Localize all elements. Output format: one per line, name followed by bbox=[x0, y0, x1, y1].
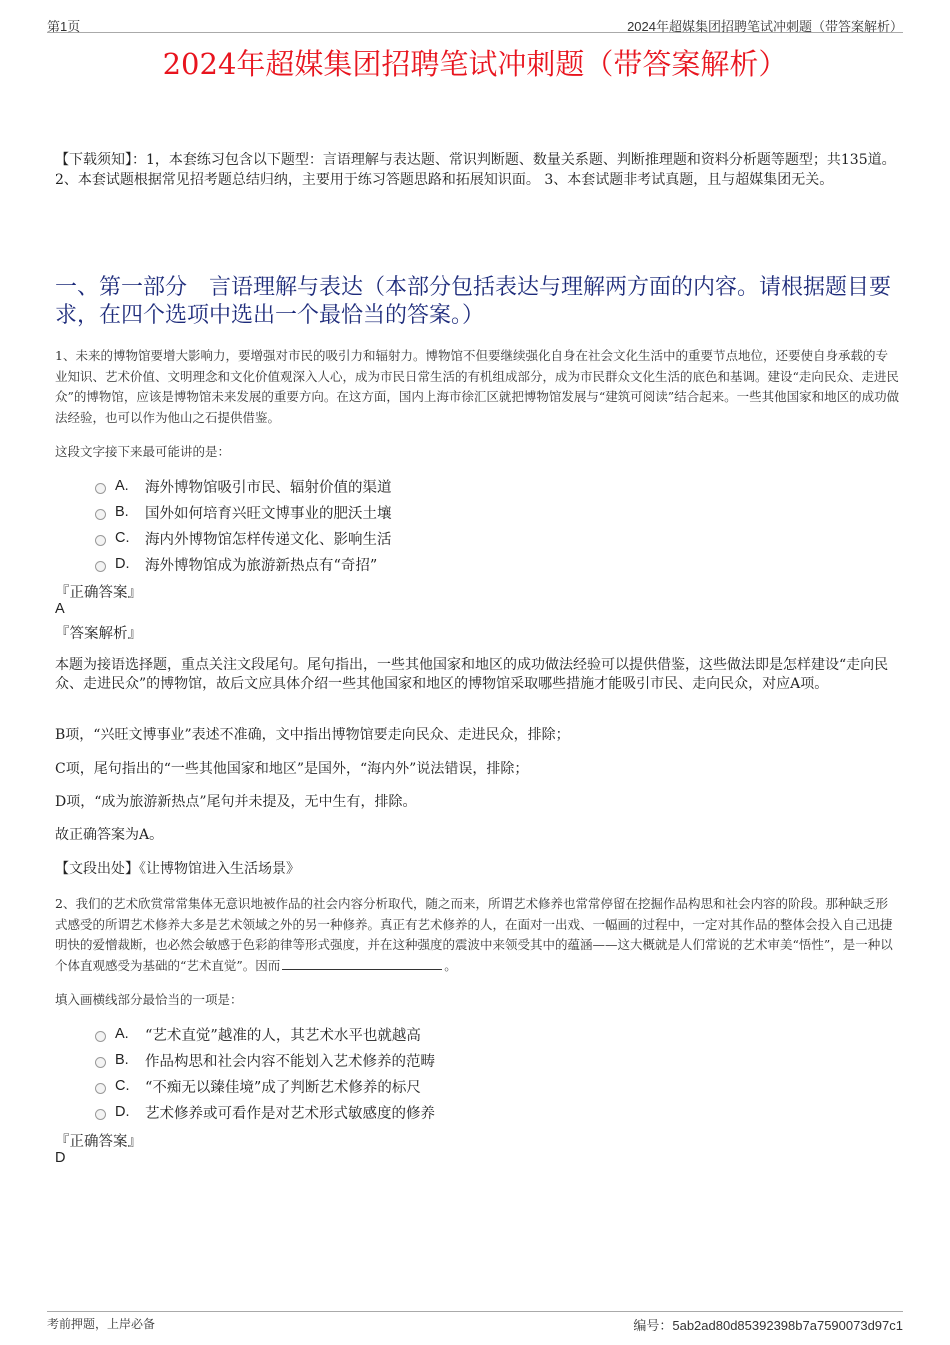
question-1-prompt: 这段文字接下来最可能讲的是： bbox=[55, 444, 231, 459]
option-c[interactable]: C. “不痴无以臻佳境”成了判断艺术修养的标尺 bbox=[95, 1073, 435, 1099]
radio-button[interactable] bbox=[95, 509, 106, 520]
page-number: 第1页 bbox=[47, 19, 81, 34]
analysis-label: 『答案解析』 bbox=[55, 626, 142, 642]
option-c[interactable]: C. 海内外博物馆怎样传递文化、影响生活 bbox=[95, 525, 392, 551]
analysis-conclusion: 故正确答案为A。 bbox=[55, 827, 164, 843]
analysis-paragraph: B项，“兴旺文博事业”表述不准确，文中指出博物馆要走向民众、走进民众，排除； bbox=[55, 727, 570, 743]
header-title: 2024年超媒集团招聘笔试冲刺题（带答案解析） bbox=[627, 19, 903, 34]
analysis-paragraph: D项，“成为旅游新热点”尾句并未提及，无中生有，排除。 bbox=[55, 794, 417, 810]
fill-blank bbox=[282, 969, 442, 970]
option-a[interactable]: A. 海外博物馆吸引市民、辐射价值的渠道 bbox=[95, 473, 392, 499]
download-notice: 【下载须知】：1，本套练习包含以下题型：言语理解与表达题、常识判断题、数量关系题、判断推理题和资料分析题等题型；共135道。 2、本套试题根据常见招考题总结归纳，主要用于练习答题思路和拓展知识面。 3、本套试题非考试真题，且与超媒集团无关。 bbox=[55, 152, 896, 188]
option-b[interactable]: B. 作品构思和社会内容不能划入艺术修养的范畴 bbox=[95, 1047, 435, 1073]
option-b[interactable]: B. 国外如何培育兴旺文博事业的肥沃土壤 bbox=[95, 499, 392, 525]
option-d[interactable]: D. 艺术修养或可看作是对艺术形式敏感度的修养 bbox=[95, 1099, 435, 1125]
radio-button[interactable] bbox=[95, 1109, 106, 1120]
question-2-prompt: 填入画横线部分最恰当的一项是： bbox=[55, 992, 243, 1007]
correct-answer: A bbox=[55, 601, 65, 617]
radio-button[interactable] bbox=[95, 535, 106, 546]
footer-slogan: 考前押题，上岸必备 bbox=[47, 1317, 156, 1331]
answer-label: 『正确答案』 bbox=[55, 1134, 142, 1150]
option-d[interactable]: D. 海外博物馆成为旅游新热点有“奇招” bbox=[95, 551, 392, 577]
correct-answer: D bbox=[55, 1150, 66, 1166]
radio-button[interactable] bbox=[95, 1083, 106, 1094]
question-2-options bbox=[95, 1021, 435, 1125]
page-footer bbox=[47, 1311, 903, 1332]
radio-button[interactable] bbox=[95, 483, 106, 494]
source-citation: 【文段出处】《让博物馆进入生活场景》 bbox=[55, 861, 300, 877]
option-a[interactable]: A. “艺术直觉”越准的人，其艺术水平也就越高 bbox=[95, 1021, 435, 1047]
question-1-options bbox=[95, 473, 392, 577]
page-header bbox=[47, 14, 903, 33]
section-heading: 一、第一部分 言语理解与表达（本部分包括表达与理解两方面的内容。请根据题目要求，在四个选项中选出一个最恰当的答案。） bbox=[55, 275, 892, 328]
question-2-stem: 2、我们的艺术欣赏常常集体无意识地被作品的社会内容分析取代，随之而来，所谓艺术修养也常常停留在挖掘作品构思和社会内容的阶段。那种缺乏形式感受的所谓艺术修养大多是艺术领域之外的另一种修养。真正有艺术修养的人，在面对一出戏、一幅画的过程中，一定对其作品的整体会投入自己迅捷明快的爱憎裁断，也必然会敏感于色彩韵律等形式强度，并在这种强度的震波中来领受其中的蕴涵——这大概就是人们常说的艺术审美“悟性”，是一种以个体直观感受为基础的“艺术直觉”。因而 。 bbox=[55, 896, 893, 973]
document-id: 编号：5ab2ad80d85392398b7a7590073d97c1 bbox=[633, 1318, 903, 1333]
radio-button[interactable] bbox=[95, 561, 106, 572]
answer-label: 『正确答案』 bbox=[55, 585, 142, 601]
question-1-stem: 1、未来的博物馆要增大影响力，要增强对市民的吸引力和辐射力。博物馆不但要继续强化自身在社会文化生活中的重要节点地位，还要使自身承载的专业知识、艺术价值、文明理念和文化价值观深入人心，成为市民日常生活的有机组成部分，成为市民群众文化生活的底色和基调。建设“走向民众、走进民众”的博物馆，应该是博物馆未来发展的重要方向。在这方面，国内上海市徐汇区就把博物馆发展与“建筑可阅读”结合起来。一些其他国家和地区的成功做法经验，也可以作为他山之石提供借鉴。 bbox=[55, 348, 900, 425]
analysis-paragraph: C项，尾句指出的“一些其他国家和地区”是国外，“海内外”说法错误，排除； bbox=[55, 761, 529, 777]
radio-button[interactable] bbox=[95, 1057, 106, 1068]
analysis-paragraph: 本题为接语选择题，重点关注文段尾句。尾句指出，一些其他国家和地区的成功做法经验可以提供借鉴，这些做法即是怎样建设“走向民众、走进民众”的博物馆，故后文应具体介绍一些其他国家和地区的博物馆采取哪些措施才能吸引市民、走向民众，对应A项。 bbox=[55, 657, 889, 692]
document-title: 2024年超媒集团招聘笔试冲刺题（带答案解析） bbox=[162, 47, 788, 81]
radio-button[interactable] bbox=[95, 1031, 106, 1042]
